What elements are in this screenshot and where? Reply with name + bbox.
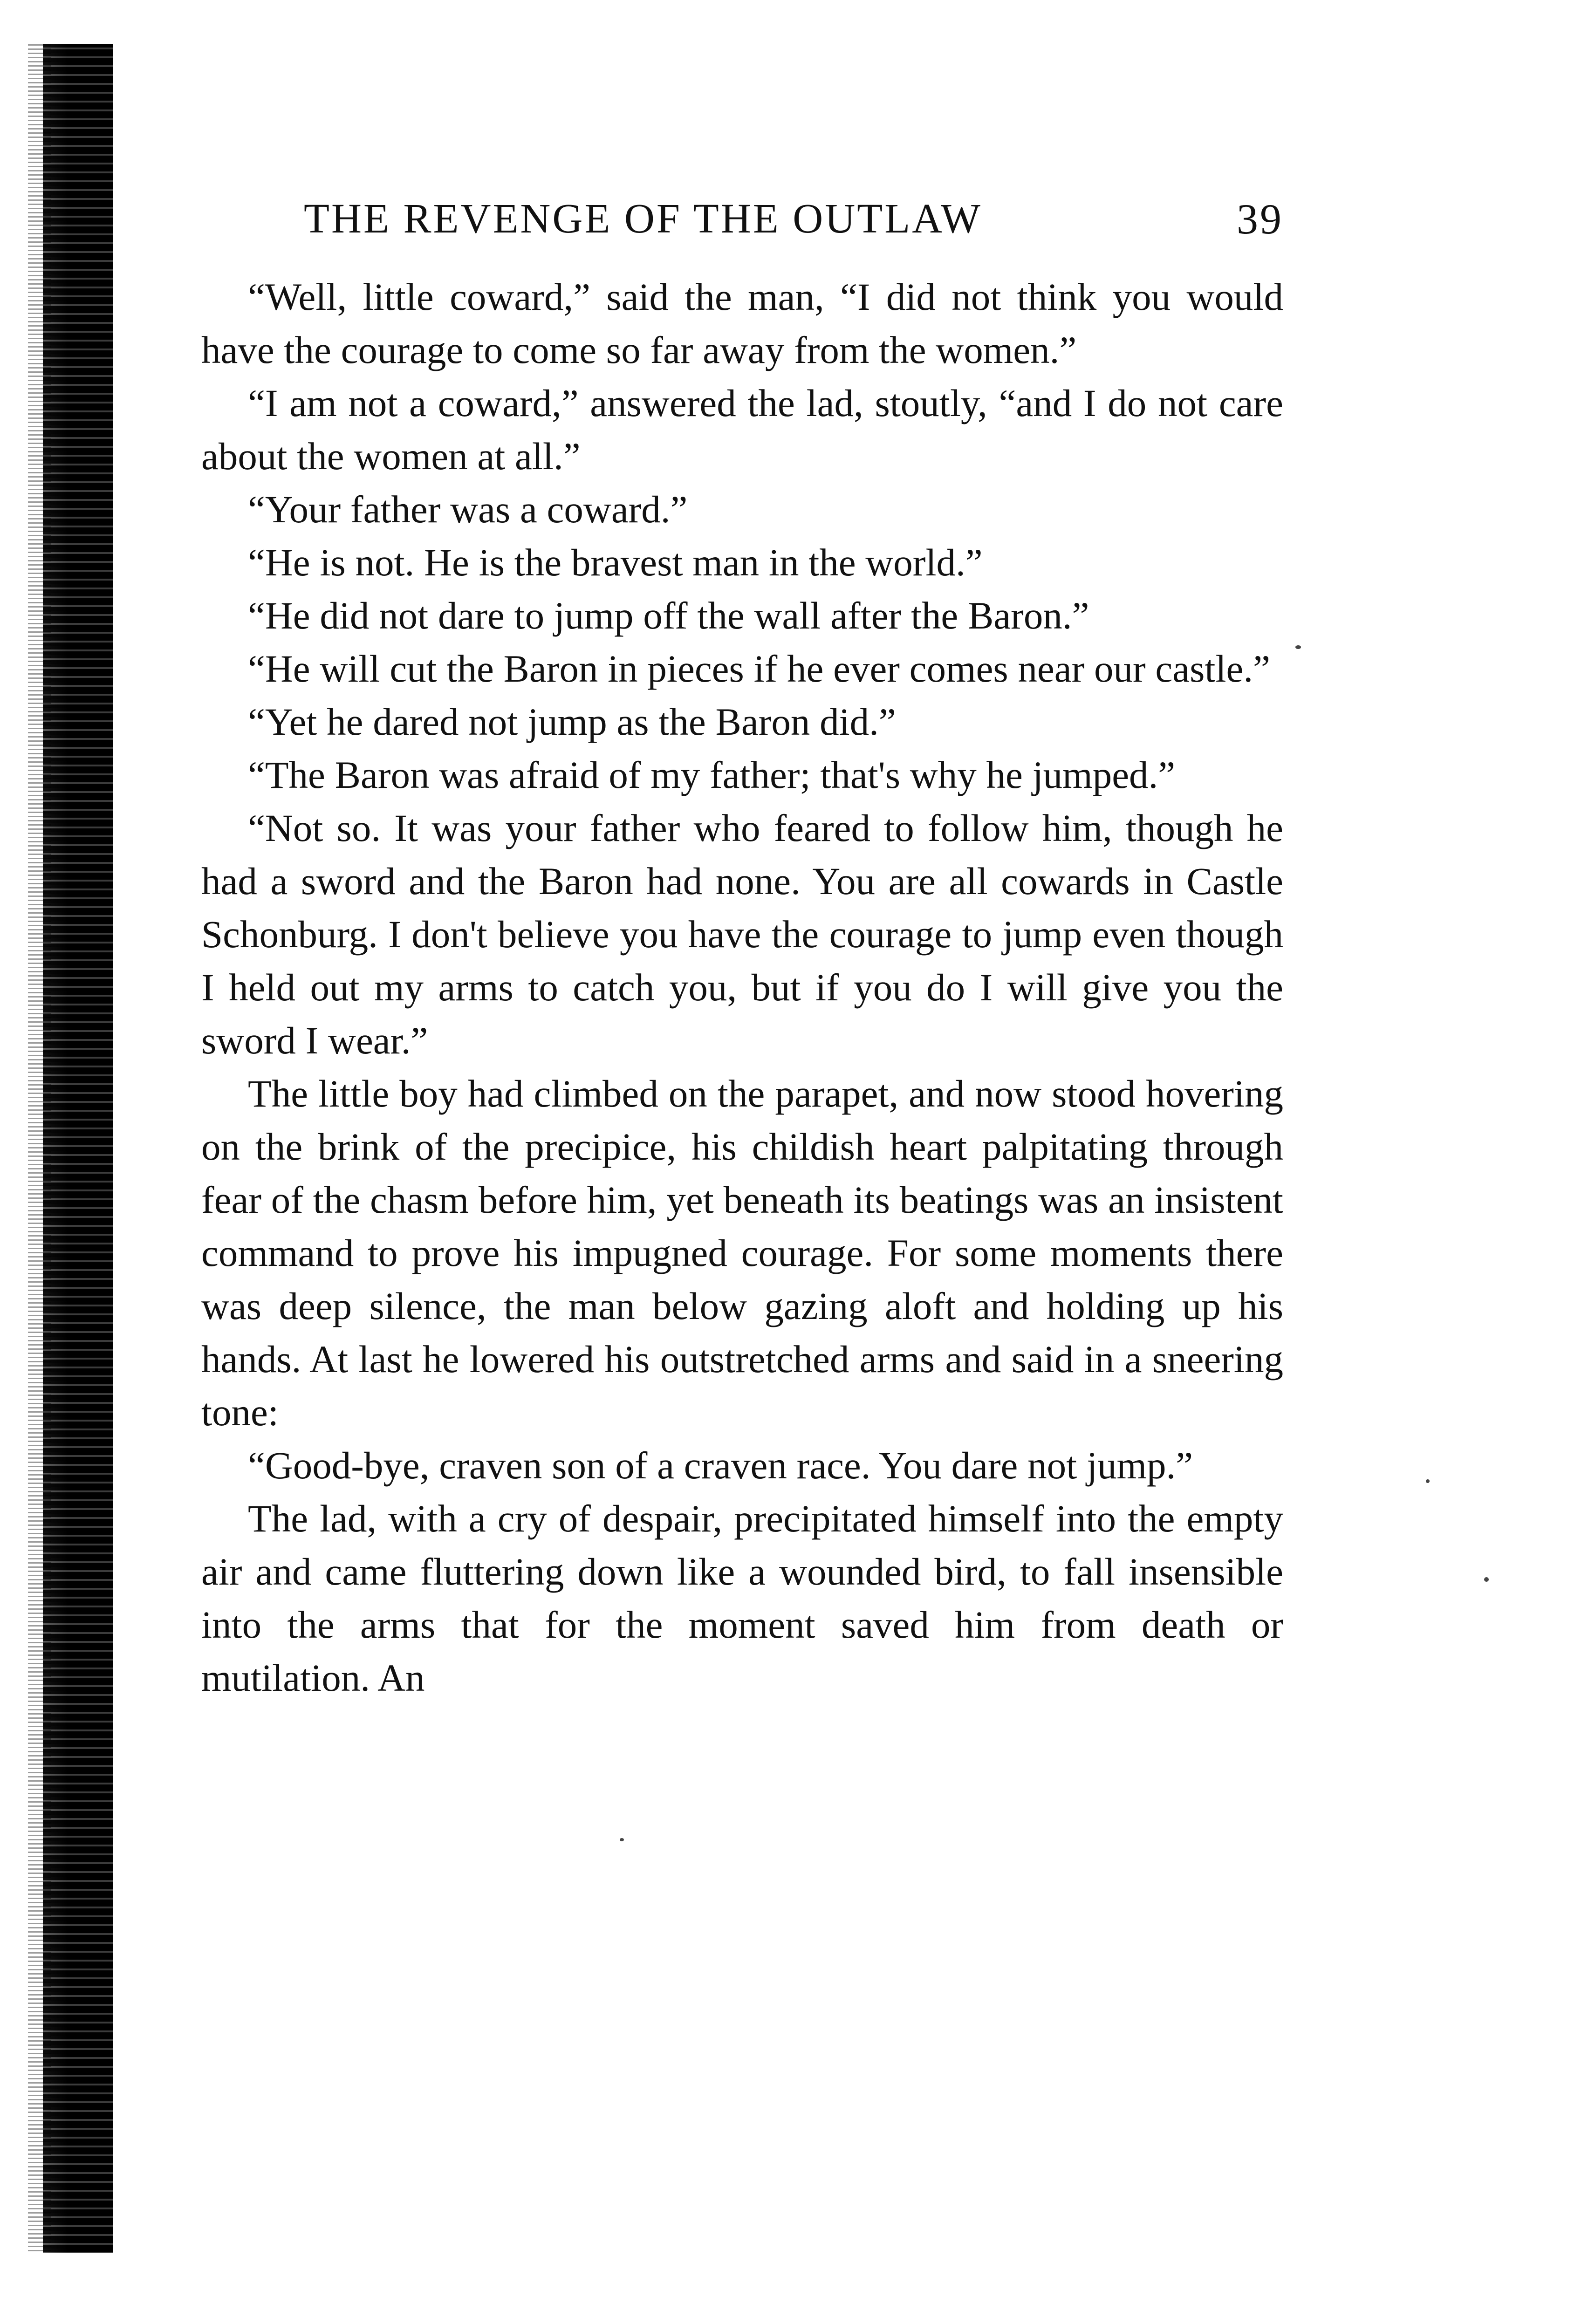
chapter-title: THE REVENGE OF THE OUTLAW — [304, 196, 982, 242]
scan-speck — [1426, 1479, 1430, 1483]
paragraph: “He will cut the Baron in pieces if he ever comes near our castle.” — [248, 647, 1270, 690]
paragraph: “Good-bye, craven son of a craven race. You dare not jump.” — [248, 1444, 1193, 1487]
paragraph: “The Baron was afraid of my father; that's why he jumped.” — [248, 753, 1176, 796]
binding-shadow — [28, 44, 51, 2253]
scan-speck — [620, 1838, 624, 1841]
paragraph: “I am not a coward,” answered the lad, stoutly, “and I do not care about the women at all.” — [201, 382, 1283, 478]
paragraph: “He did not dare to jump off the wall after the Baron.” — [248, 594, 1089, 637]
body-text — [201, 270, 1283, 1704]
paragraph: “Well, little coward,” said the man, “I did not think you would have the courage to come so far away from the women.” — [201, 275, 1283, 371]
running-head — [201, 184, 1283, 254]
paragraph: “He is not. He is the bravest man in the world.” — [248, 541, 983, 584]
paragraph: The little boy had climbed on the parapet, and now stood hovering on the brink of the precipice, his childish heart palpitating through fear of the chasm before him, yet beneath its beatings was an insistent command to prove his impugned courage. For some moments there was deep silence, the man below gazing aloft and holding up his hands. At last he lowered his outstretched arms and said in a sneering tone: — [201, 1072, 1283, 1434]
scan-speck — [1484, 1577, 1489, 1582]
book-page — [201, 184, 1283, 1704]
book-binding-edge — [43, 44, 113, 2253]
scan-speck — [1295, 645, 1301, 649]
paragraph: The lad, with a cry of despair, precipitated himself into the empty air and came fluttering down like a wounded bird, to fall insensible into the arms that for the moment saved him from death or mutilation. An — [201, 1497, 1283, 1699]
paragraph: “Not so. It was your father who feared to follow him, though he had a sword and the Baron had none. You are all cowards in Castle Schonburg. I don't believe you have the courage to jump even though I held out my arms to catch you, but if you do I will give you the sword I wear.” — [201, 807, 1283, 1062]
paragraph: “Yet he dared not jump as the Baron did.” — [248, 700, 896, 743]
page-number: 39 — [1237, 195, 1283, 243]
paragraph: “Your father was a coward.” — [248, 488, 688, 531]
